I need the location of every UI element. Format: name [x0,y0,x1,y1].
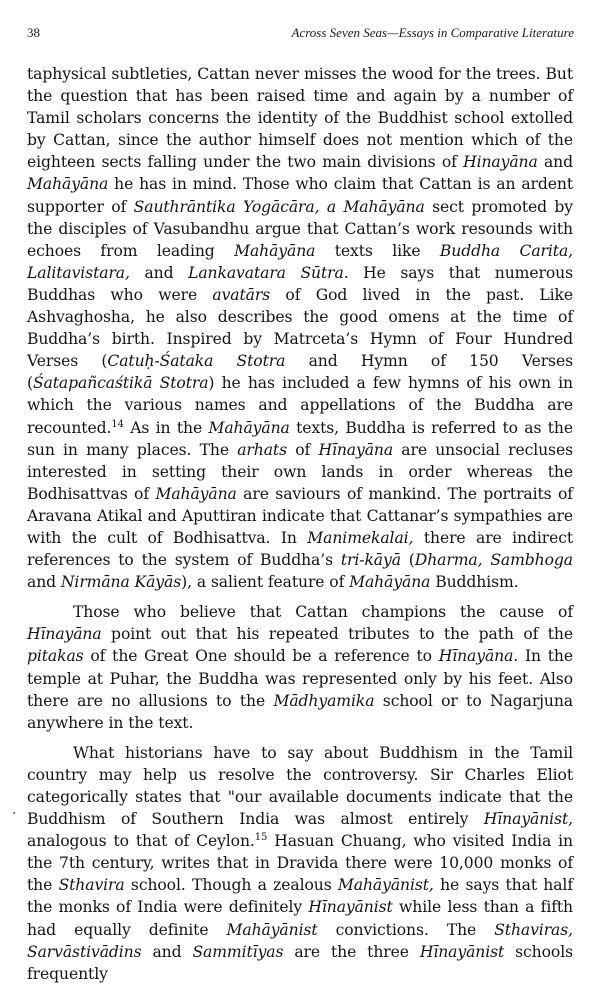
text-run: sect promoted by the disciples of Vasubandhu argue that Cattan’s work resounds with echoes from leading [27,197,574,260]
italic-term: Mahāyānist [226,920,318,939]
text-run: In the temple at Puhar, the Buddha was represented only by his feet. Also there are no allusions to the [27,647,573,710]
text-run: He says that numerous Buddhas who were [27,263,573,304]
italic-term: Mahāyāna [234,241,316,260]
italic-term: Sthavira [58,876,125,895]
text-run: of the Great One should be a reference to [83,647,439,666]
text-run: are unsocial recluses interested in setting their own lands in order whereas the Bodhisattvas of [27,440,573,503]
text-run: texts, Buddha is referred to as the sun in many places. The [27,418,574,459]
italic-term: Lankavatara Sūtra. [188,263,349,282]
text-run: and [537,153,573,172]
text-run: are the three [283,942,420,961]
italic-term: Mahāyāna [155,484,237,503]
italic-term: Nirmāna Kāyās [60,573,182,592]
text-run: ), a salient feature of [181,573,350,592]
italic-term: Hinayāna [463,153,538,172]
text-run: of God lived in the past. Like Ashvaghosha, he also describes the good omens at the time of Buddha’s birth. Inspired by Matrceta’s Hymn of Four Hundred Verses ( [27,285,573,371]
page-header [27,25,574,45]
text-run: analogous to that of Ceylon. [27,832,255,851]
italic-term: Mahāyāna [349,573,431,592]
text-run: there are indirect references to the system of Buddha’s [27,528,573,570]
text-run: Those who believe that Cattan champions the cause of [73,603,573,622]
text-run: of [287,440,319,459]
text-run: he says that half the monks of India were definitely [27,876,573,917]
italic-term: Mahāyāna [27,175,109,194]
italic-term: Sauthrāntika Yogācāra, a Mahāyāna [133,197,425,216]
paragraph [27,63,573,593]
text-run: texts like [315,241,440,260]
paragraph [27,742,573,985]
text-run: and [141,942,193,961]
italic-term: Mādhyamika [273,691,375,710]
italic-term: Śatapañcaśtikā Stotra [32,374,209,393]
italic-term: Catuḥ-Śataka Stotra [107,352,286,371]
text-run: school. Though a zealous [124,876,338,895]
page-number: 38 [27,25,40,40]
text-run: Buddhism. [430,573,519,592]
text-run: taphysical subtleties, Cattan never misses the wood for the trees. But the question that has been raised time and again by a number of Tamil scholars concerns the identity of the Buddhist school extolled by Cattan, since the author himself does not mention which of the eighteen sects falling under the two main divisions of [27,65,573,172]
text-run: schools frequently [27,942,573,983]
text-run: convictions. The [317,920,495,939]
footnote-ref: 15 [254,832,268,844]
italic-term: Sammitīyas [192,942,284,961]
italic-term: Hīnayānist [419,942,505,961]
text-run: What historians have to say about Buddhism in the Tamil country may help us resolve the controversy. Sir Charles Eliot categorically states that "our available documents indicate that the Buddhism of Southern India was almost entirely [27,743,573,829]
body-text [27,63,573,985]
italic-term: tri-kāyā [340,551,401,570]
text-run: and [129,263,189,282]
text-run: while less than a fifth had equally definite [27,898,573,939]
italic-term: Hīnayāna. [438,647,519,666]
italic-term: Hīnayāna [27,625,102,644]
text-run: and Hymn of 150 Verses ( [27,352,573,393]
paragraph [27,601,573,734]
italic-term: avatārs [212,285,271,304]
italic-term: Manimekalai, [307,528,414,547]
italic-term: Sthaviras, Sarvāstivādins [27,920,573,961]
italic-term: Dharma, Sambhoga [414,551,573,570]
italic-term: arhats [237,440,287,459]
italic-term: Mahāyānist, [337,876,434,895]
text-run: he has in mind. Those who claim that Cattan is an ardent supporter of [27,175,573,216]
italic-term: Hīnayānist, [483,810,573,829]
italic-term: Hīnayānist [308,898,393,917]
italic-term: Buddha Carita, Lalitavistara, [27,241,573,282]
text-run: ) he has included a few hymns of his own in which the various names and appellations of the Buddha are recounted. [27,374,573,437]
text-run: As in the [123,418,209,437]
text-run: are saviours of mankind. The portraits of Aravana Atikal and Aputtiran indicate that Cattanar’s sympathies are with the cult of Bodhisattva. In [27,484,573,547]
margin-mark: . [12,802,17,818]
running-title: Across Seven Seas—Essays in Comparative Literature [291,25,574,40]
text-run: point out that his repeated tributes to the path of the [101,625,573,644]
text-run: and [27,573,61,592]
text-run: ( [400,551,415,570]
italic-term: Hīnayāna [318,440,394,459]
italic-term: pitakas [27,647,84,666]
footnote-ref: 14 [111,418,124,430]
italic-term: Mahāyāna [208,418,290,437]
text-run: school or to Nagarjuna anywhere in the text. [27,691,573,732]
text-run: Hasuan Chuang, who visited India in the 7th century, writes that in Dravida there were 10,000 monks of the [27,832,573,895]
